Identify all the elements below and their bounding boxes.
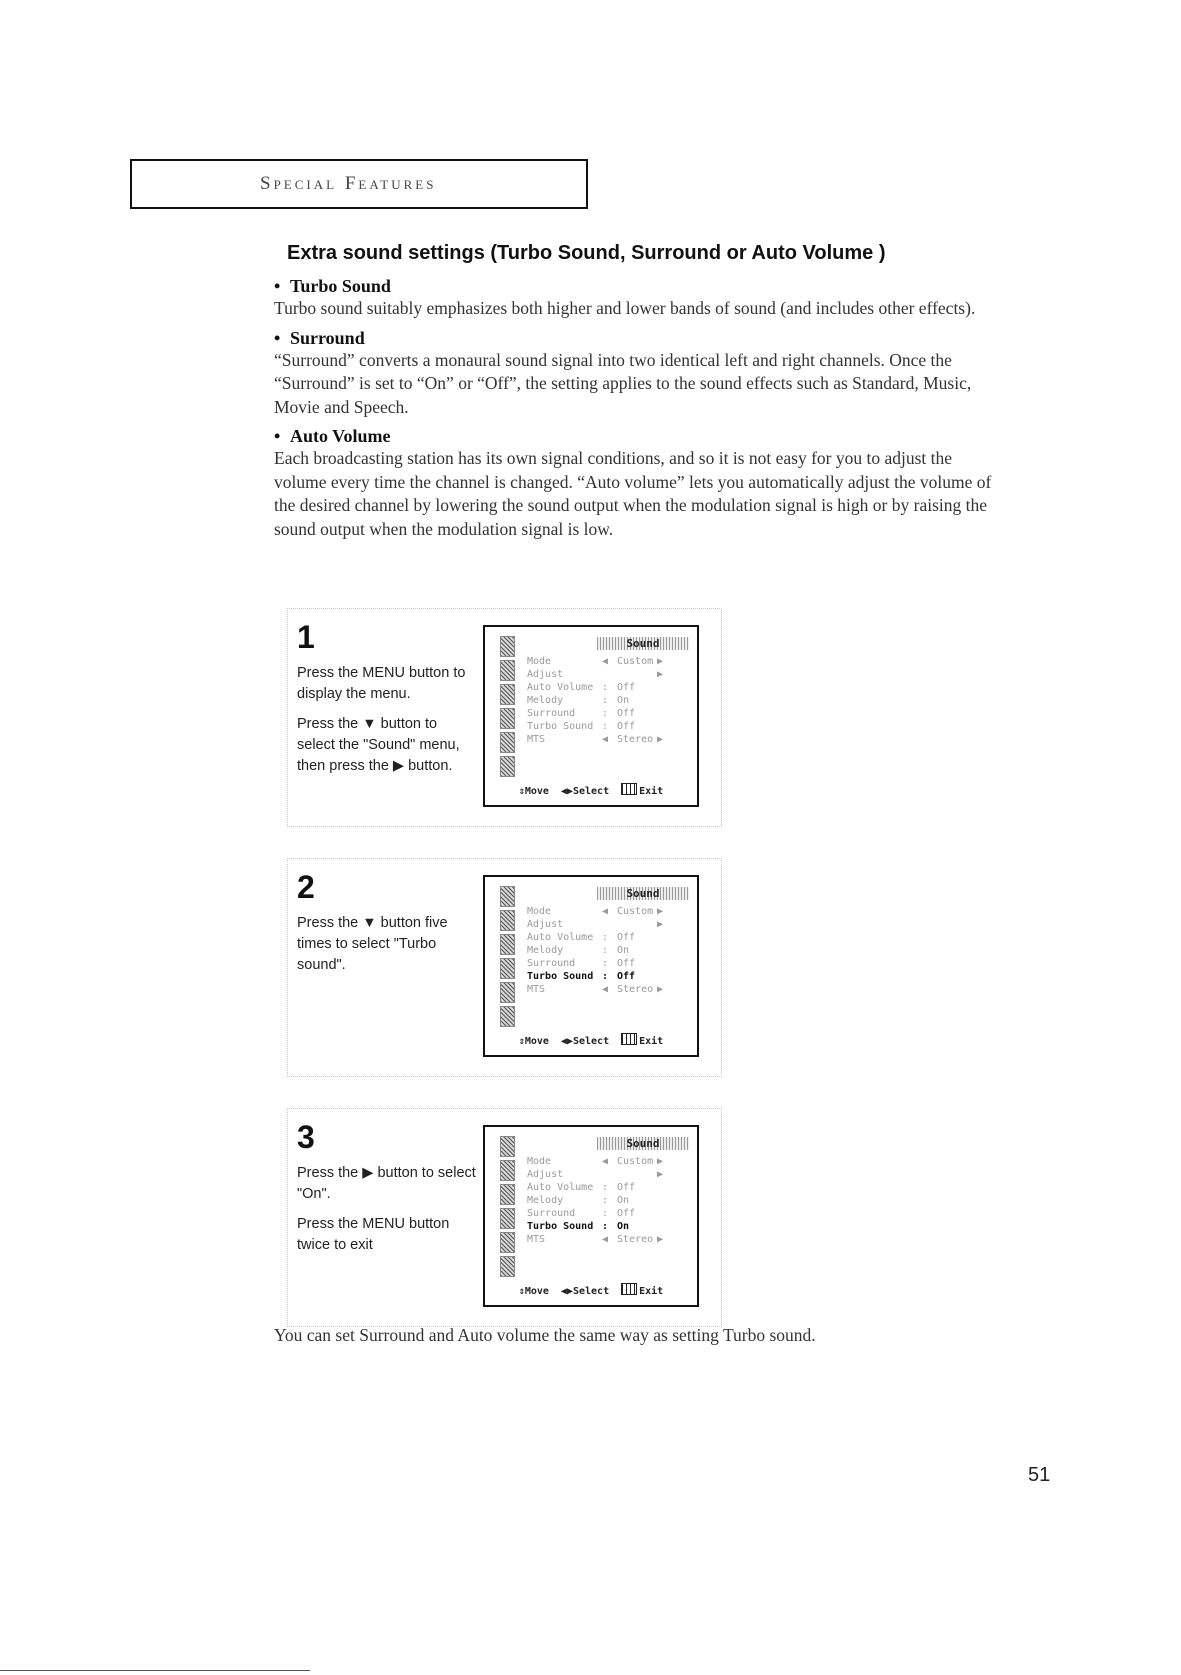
osd-move-hint: ⇕Move — [518, 786, 549, 797]
feature-heading-text: Surround — [290, 327, 365, 348]
osd-row-value: Off — [617, 1182, 636, 1193]
feature-surround — [274, 327, 994, 420]
osd-row-label: Auto Volume — [527, 682, 594, 693]
osd-exit-hint — [621, 1286, 663, 1297]
left-arrow-icon: ◀ — [602, 1156, 609, 1167]
osd-row-label: Auto Volume — [527, 932, 594, 943]
menu-button-icon — [621, 783, 637, 795]
picture-menu-icon — [500, 636, 515, 657]
sound-menu-icon — [500, 1160, 515, 1181]
osd-menu-row — [527, 983, 692, 996]
osd-menu-row — [527, 694, 692, 707]
osd-row-label: Adjust — [527, 1169, 564, 1180]
step-instructions — [297, 1163, 477, 1265]
picture-menu-icon — [500, 886, 515, 907]
osd-row-label: Surround — [527, 708, 576, 719]
setup-menu-icon — [500, 958, 515, 979]
right-arrow-icon: ▶ — [657, 669, 664, 680]
feature-auto-volume — [274, 425, 994, 541]
feature-heading — [274, 275, 994, 297]
feature-description: “Surround” converts a monaural sound signal into two identical left and right channels. Once the “Surround” is set to “On” or “Off”, the setting applies to the sound effects such as Standard, Music, Movie and Speech. — [274, 349, 972, 417]
osd-row-value: On — [617, 695, 630, 706]
osd-exit-label: Exit — [639, 1286, 664, 1297]
left-arrow-icon: ◀ — [602, 656, 609, 667]
right-arrow-icon: ▶ — [657, 984, 664, 995]
osd-row-label: Melody — [527, 695, 564, 706]
menu-button-icon — [621, 1033, 637, 1045]
feature-heading-text: Auto Volume — [290, 426, 391, 446]
left-arrow-icon: ◀ — [602, 984, 609, 995]
osd-row-separator: : — [602, 695, 609, 706]
input-menu-icon — [500, 732, 515, 753]
osd-row-value: On — [617, 945, 630, 956]
function-menu-icon — [500, 756, 515, 777]
osd-menu-title: Sound — [597, 887, 689, 900]
osd-row-value: Stereo — [617, 734, 654, 745]
osd-select-hint: ◀▶Select — [560, 786, 610, 797]
header-title: Special Features — [260, 173, 437, 194]
osd-row-value: Off — [617, 682, 636, 693]
osd-row-label: Mode — [527, 656, 552, 667]
feature-heading — [274, 425, 994, 447]
right-arrow-icon: ▶ — [657, 1234, 664, 1245]
osd-menu-row — [527, 1168, 692, 1181]
osd-footer-hints — [485, 1033, 697, 1047]
osd-row-value: Off — [617, 1208, 636, 1219]
right-arrow-icon: ▶ — [657, 919, 664, 930]
setup-menu-icon — [500, 1208, 515, 1229]
osd-row-label: Auto Volume — [527, 1182, 594, 1193]
right-arrow-icon: ▶ — [657, 656, 664, 667]
osd-menu-row — [527, 655, 692, 668]
osd-row-value: Off — [617, 721, 636, 732]
osd-menu-row — [527, 1181, 692, 1194]
osd-row-value: On — [617, 1195, 630, 1206]
osd-menu-row — [527, 1233, 692, 1246]
function-menu-icon — [500, 1256, 515, 1277]
feature-heading-text: Turbo Sound — [290, 276, 391, 296]
osd-row-label: Melody — [527, 945, 564, 956]
osd-row-separator: : — [602, 958, 609, 969]
osd-menu-screen — [483, 625, 699, 807]
osd-row-value: Off — [617, 971, 636, 982]
step-instruction-text: Press the ▼ button to select the "Sound" menu, then press the ▶ button. — [297, 716, 460, 774]
osd-row-label: Melody — [527, 1195, 564, 1206]
input-menu-icon — [500, 1232, 515, 1253]
picture-menu-icon — [500, 1136, 515, 1157]
osd-menu-row — [527, 905, 692, 918]
osd-row-value: On — [617, 1221, 630, 1232]
osd-row-label: MTS — [527, 1234, 546, 1245]
step-instructions — [297, 663, 477, 786]
step-panel — [287, 1108, 722, 1327]
osd-row-label: Turbo Sound — [527, 721, 594, 732]
osd-exit-hint — [621, 786, 663, 797]
sound-menu-icon — [500, 660, 515, 681]
channel-menu-icon — [500, 934, 515, 955]
osd-row-separator: : — [602, 971, 609, 982]
right-arrow-icon: ▶ — [657, 734, 664, 745]
osd-row-separator: : — [602, 721, 609, 732]
osd-move-hint: ⇕Move — [518, 1036, 549, 1047]
osd-row-value: Stereo — [617, 1234, 654, 1245]
osd-row-separator: : — [602, 1182, 609, 1193]
osd-menu-rows — [527, 905, 692, 996]
osd-row-separator: : — [602, 708, 609, 719]
step-panel — [287, 608, 722, 827]
osd-row-label: MTS — [527, 984, 546, 995]
osd-footer-hints — [485, 783, 697, 797]
channel-menu-icon — [500, 684, 515, 705]
section-title: Extra sound settings (Turbo Sound, Surround or Auto Volume ) — [287, 242, 886, 264]
feature-list — [274, 275, 994, 547]
osd-menu-icon-column — [500, 886, 515, 1030]
footnote: You can set Surround and Auto volume the same way as setting Turbo sound. — [274, 1325, 816, 1345]
step-number: 3 — [297, 1119, 315, 1155]
osd-row-label: Mode — [527, 1156, 552, 1167]
osd-menu-row — [527, 1194, 692, 1207]
osd-row-value: Custom — [617, 906, 654, 917]
osd-exit-label: Exit — [639, 786, 664, 797]
input-menu-icon — [500, 982, 515, 1003]
osd-menu-row — [527, 707, 692, 720]
osd-menu-row — [527, 931, 692, 944]
osd-row-separator: : — [602, 1221, 609, 1232]
sound-menu-icon — [500, 910, 515, 931]
function-menu-icon — [500, 1006, 515, 1027]
step-instruction-text: Press the ▶ button to select "On". — [297, 1165, 476, 1202]
right-arrow-icon: ▶ — [657, 1156, 664, 1167]
osd-menu-rows — [527, 1155, 692, 1246]
osd-row-label: Adjust — [527, 669, 564, 680]
bullet-icon: • — [274, 276, 281, 296]
osd-row-value: Off — [617, 708, 636, 719]
osd-row-label: Mode — [527, 906, 552, 917]
osd-row-separator: : — [602, 945, 609, 956]
feature-description: Turbo sound suitably emphasizes both higher and lower bands of sound (and includes other effects). — [274, 298, 976, 318]
bullet-icon: • — [274, 426, 281, 446]
right-arrow-icon: ▶ — [657, 906, 664, 917]
osd-row-label: Turbo Sound — [527, 1221, 594, 1232]
osd-menu-screen — [483, 1125, 699, 1307]
osd-menu-row — [527, 668, 692, 681]
feature-heading — [274, 327, 994, 349]
osd-row-label: MTS — [527, 734, 546, 745]
osd-menu-title: Sound — [597, 637, 689, 650]
step-panel — [287, 858, 722, 1077]
right-arrow-icon: ▶ — [657, 1169, 664, 1180]
step-instruction-text: Press the ▼ button five times to select "Turbo sound". — [297, 915, 448, 973]
section-header — [130, 159, 588, 209]
osd-select-hint: ◀▶Select — [560, 1286, 610, 1297]
osd-row-value: Custom — [617, 656, 654, 667]
osd-footer-hints — [485, 1283, 697, 1297]
bullet-icon: • — [274, 327, 281, 348]
setup-menu-icon — [500, 708, 515, 729]
osd-exit-hint — [621, 1036, 663, 1047]
osd-row-separator: : — [602, 1208, 609, 1219]
menu-button-icon — [621, 1283, 637, 1295]
osd-move-hint: ⇕Move — [518, 1286, 549, 1297]
feature-description: Each broadcasting station has its own signal conditions, and so it is not easy for you to adjust the volume every time the channel is changed. “Auto volume” lets you automatically adjust the volume of the desired channel by lowering the sound output when the modulation signal is high or by raising the sound output when the modulation signal is low. — [274, 448, 992, 539]
osd-menu-row — [527, 970, 692, 983]
osd-menu-icon-column — [500, 636, 515, 780]
osd-exit-label: Exit — [639, 1036, 664, 1047]
page-number: 51 — [1028, 1464, 1051, 1486]
osd-row-label: Turbo Sound — [527, 971, 594, 982]
osd-menu-row — [527, 720, 692, 733]
osd-row-separator: : — [602, 682, 609, 693]
osd-menu-row — [527, 1207, 692, 1220]
osd-menu-row — [527, 918, 692, 931]
osd-menu-row — [527, 733, 692, 746]
osd-row-value: Off — [617, 958, 636, 969]
osd-row-separator: : — [602, 1195, 609, 1206]
left-arrow-icon: ◀ — [602, 1234, 609, 1245]
osd-menu-row — [527, 944, 692, 957]
osd-row-value: Off — [617, 932, 636, 943]
page-divider — [0, 1670, 310, 1671]
osd-menu-row — [527, 1220, 692, 1233]
step-instructions — [297, 913, 477, 985]
osd-row-value: Stereo — [617, 984, 654, 995]
channel-menu-icon — [500, 1184, 515, 1205]
left-arrow-icon: ◀ — [602, 906, 609, 917]
left-arrow-icon: ◀ — [602, 734, 609, 745]
osd-menu-icon-column — [500, 1136, 515, 1280]
step-instruction-text: Press the MENU button twice to exit — [297, 1216, 450, 1253]
step-number: 2 — [297, 869, 315, 905]
osd-menu-rows — [527, 655, 692, 746]
osd-menu-row — [527, 1155, 692, 1168]
osd-row-label: Surround — [527, 958, 576, 969]
osd-menu-row — [527, 681, 692, 694]
osd-menu-title: Sound — [597, 1137, 689, 1150]
osd-row-label: Surround — [527, 1208, 576, 1219]
osd-select-hint: ◀▶Select — [560, 1036, 610, 1047]
step-instruction-text: Press the MENU button to display the menu. — [297, 665, 466, 702]
osd-row-separator: : — [602, 932, 609, 943]
osd-row-label: Adjust — [527, 919, 564, 930]
feature-turbo-sound — [274, 275, 994, 321]
osd-menu-screen — [483, 875, 699, 1057]
step-number: 1 — [297, 619, 315, 655]
osd-row-value: Custom — [617, 1156, 654, 1167]
osd-menu-row — [527, 957, 692, 970]
